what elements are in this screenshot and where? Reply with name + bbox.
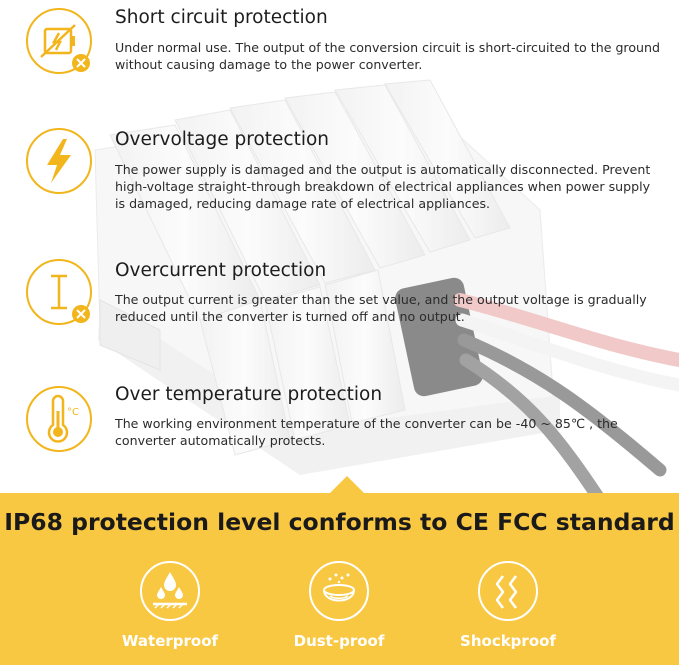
banner-title: IP68 protection level conforms to CE FCC standard — [4, 508, 675, 536]
proof-label: Dust-proof — [293, 632, 385, 650]
thermometer-icon — [23, 383, 95, 455]
feature-description: Under normal use. The output of the conversion circuit is short-circuited to the ground without causing damage to the power converter. — [115, 40, 660, 72]
feature-description: The working environment temperature of the converter can be -40 ~ 85℃ , the converter automatically protects. — [115, 416, 618, 448]
feature-title: Over temperature protection — [115, 384, 383, 405]
svg-text:°C: °C — [67, 407, 79, 418]
banner-notch — [329, 476, 365, 494]
proof-label: Shockproof — [460, 632, 556, 650]
feature-title: Overvoltage protection — [115, 129, 330, 150]
lightning-bolt-icon — [23, 125, 95, 197]
feature-description: The power supply is damaged and the output is automatically disconnected. Prevent high-voltage straight-through breakdown of electrical appliances when power supply is damaged, reducing damage rate of electrical appliances. — [115, 162, 651, 211]
dust-bowl-icon — [308, 560, 370, 622]
feature-title: Overcurrent protection — [115, 260, 327, 281]
current-limit-icon — [23, 256, 95, 328]
water-drops-icon — [139, 560, 201, 622]
proof-label: Waterproof — [121, 632, 219, 650]
battery-short-circuit-icon — [23, 5, 95, 77]
feature-title: Short circuit protection — [115, 7, 328, 28]
shock-waves-icon — [477, 560, 539, 622]
feature-description: The output current is greater than the set value, and the output voltage is gradually reduced until the converter is turned off and no output. — [115, 292, 647, 324]
